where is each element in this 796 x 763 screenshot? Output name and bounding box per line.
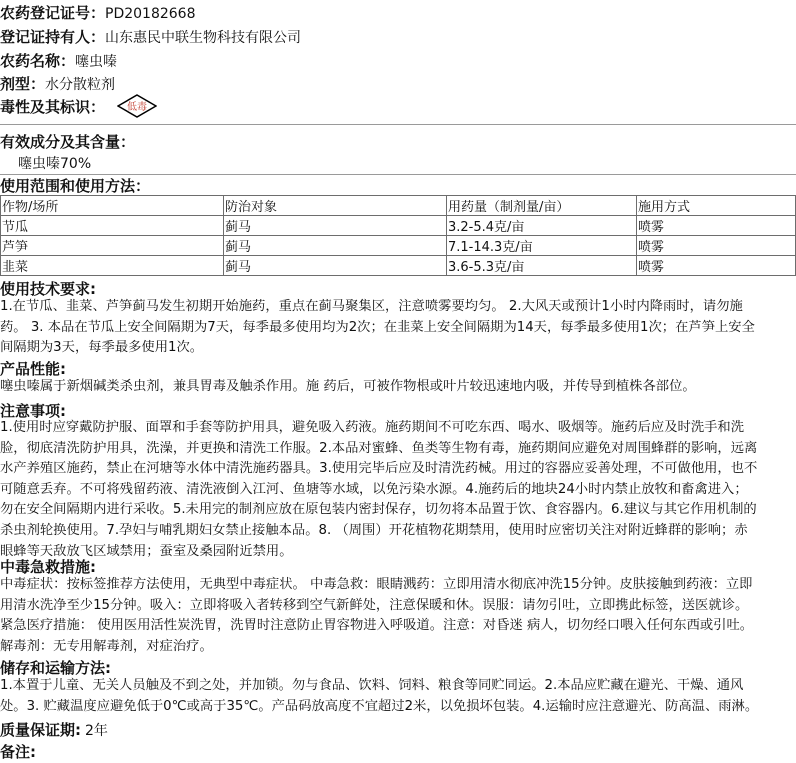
performance-text [0,377,790,398]
cell-target: 蓟马 [224,236,447,256]
text-line: 杀虫剂轮换使用。7.孕妇与哺乳期妇女禁止接触本品。8. （周围）开花植物花期禁用，使用时应密切关注对附近蜂群的影响；赤 [0,522,748,538]
text-line: 1.在节瓜、韭菜、芦笋蓟马发生初期开始施药，重点在蓟马聚集区，注意喷雾要均匀。 2.大风天或预计1小时内降雨时，请勿施 [0,299,743,314]
table-header-row [1,196,796,216]
text-line: 眼蜂等天敌放飞区域禁用；蚕室及桑园附近禁用。 [0,543,293,559]
form-value: 水分散粒剂 [45,77,116,93]
col-header-method: 施用方式 [637,196,796,216]
text-line: 1.使用时应穿戴防护服、面罩和手套等防护用具，避免吸入药液。施药期间不可吃东西、喝水、吸烟等。施药后应及时洗手和洗 [0,420,745,435]
reg-no-row [0,2,196,23]
text-line: 药。 3. 本品在节瓜上安全间隔期为7天，每季最多使用均为2次；在韭菜上安全间隔期为14天，每季最多使用1次；在芦笋上安全 [0,319,755,335]
storage-label: 储存和运输方法: [0,659,111,677]
form-label: 剂型： [0,75,46,93]
technique-text [0,297,790,359]
holder-value: 山东惠民中联生物科技有限公司 [105,30,302,46]
text-line: 用清水洗净至少15分钟。吸入：立即将吸入者转移到空气新鲜处，注意保暖和休。误服：请勿引吐，立即携此标签，送医就诊。 [0,597,749,613]
table-row [1,216,796,236]
performance-label: 产品性能: [0,360,66,378]
first-aid-label: 中毒急救措施: [0,558,96,576]
cell-dosage: 7.1-14.3克/亩 [447,236,637,256]
cell-target: 蓟马 [224,216,447,236]
cell-crop: 韭菜 [1,256,224,276]
cell-dosage: 3.2-5.4克/亩 [447,216,637,236]
technique-label: 使用技术要求: [0,280,96,298]
warranty-row [0,719,108,740]
low-toxicity-badge-icon [117,94,157,118]
name-row [0,50,117,71]
cautions-text [0,418,790,562]
warranty-label: 质量保证期: [0,721,81,739]
text-line: 勿在安全间隔期内进行采收。5.未用完的制剂应放在原包装内密封保存，切勿将本品置于饮、食容器内。6.建议与其它作用机制的 [0,502,757,518]
text-line: 水产养殖区施药，禁止在河塘等水体中清洗施药器具。3.使用完毕后应及时清洗药械。用过的容器应妥善处理，不可做他用，也不 [0,461,758,477]
name-label: 农药名称： [0,52,76,70]
name-value: 噻虫嗪 [75,54,118,70]
toxicity-label: 毒性及其标识： [0,98,106,116]
text-line: 间隔期为3天，每季最多使用1次。 [0,340,204,356]
reg-no-label: 农药登记证号： [0,4,106,22]
col-header-dosage: 用药量（制剂量/亩） [447,196,637,216]
warranty-value: 2年 [85,723,108,739]
ingredient-value: 噻虫嗪70% [18,156,92,172]
col-header-target: 防治对象 [224,196,447,216]
text-line: 中毒症状：按标签推荐方法使用，无典型中毒症状。 中毒急救：眼睛溅药：立即用清水彻底冲洗15分钟。皮肤接触到药液：立即 [0,577,753,592]
text-line: 噻虫嗪属于新烟碱类杀虫剂，兼具胃毒及触杀作用。施 药后，可被作物根或叶片较迅速地内吸，并传导到植株各部位。 [0,379,696,394]
ingredient-label: 有效成分及其含量： [0,133,136,151]
storage-text [0,676,790,717]
usage-table [0,195,796,276]
text-line: 可随意丢弃。不可将残留药液、清洗液倒入江河、鱼塘等水域，以免污染水源。4.施药后的地块24小时内禁止放牧和畜禽进入； [0,481,748,497]
cell-method: 喷雾 [637,236,796,256]
cell-method: 喷雾 [637,256,796,276]
table-row [1,236,796,256]
notes-label: 备注: [0,743,36,761]
toxicity-row [0,96,105,117]
holder-label: 登记证持有人： [0,28,106,46]
text-line: 紧急医疗措施： 使用医用活性炭洗胃，洗胃时注意防止胃容物进入呼吸道。注意：对昏迷 病人，切勿经口喂入任何东西或引吐。 [0,618,754,634]
badge-text: 低毒 [127,102,147,113]
holder-row [0,26,301,47]
cell-crop: 芦笋 [1,236,224,256]
cell-method: 喷雾 [637,216,796,236]
col-header-crop: 作物/场所 [1,196,224,216]
text-line: 脸，彻底清洗防护用具，洗澡，并更换和清洗工作服。2.本品对蜜蜂、鱼类等生物有毒，施药期间应避免对周围蜂群的影响，远离 [0,440,758,456]
cautions-label: 注意事项: [0,402,66,420]
form-row [0,73,115,94]
text-line: 处。3. 贮藏温度应避免低于0℃或高于35℃。产品码放高度不宜超过2米，以免损坏包装。4.运输时应注意避光、防高温、雨淋。 [0,698,759,714]
cell-dosage: 3.6-5.3克/亩 [447,256,637,276]
text-line: 1.本置于儿童、无关人员触及不到之处，并加锁。勿与食品、饮料、饲料、粮食等同贮同运。2.本品应贮藏在避光、干燥、通风 [0,678,744,693]
divider [0,124,796,125]
table-row [1,256,796,276]
text-line: 解毒剂：无专用解毒剂，对症治疗。 [0,638,213,654]
usage-label: 使用范围和使用方法： [0,177,151,195]
reg-no-value: PD20182668 [105,6,196,22]
cell-crop: 节瓜 [1,216,224,236]
cell-target: 蓟马 [224,256,447,276]
first-aid-text [0,575,790,657]
